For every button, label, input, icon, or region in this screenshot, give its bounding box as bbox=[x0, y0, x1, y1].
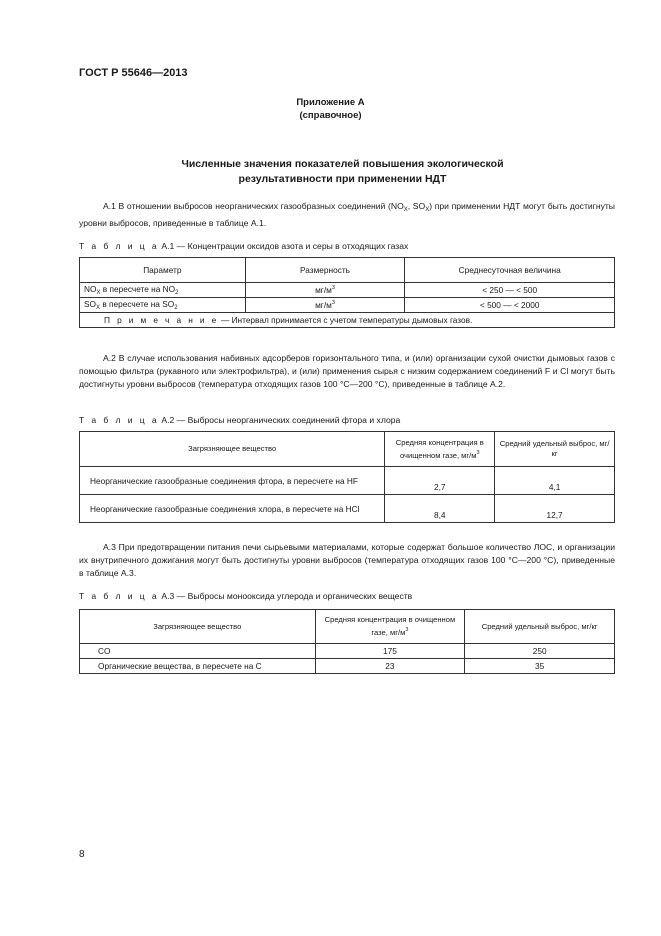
title-line-1: Численные значения показателей повышения экологической bbox=[181, 158, 504, 170]
header-sup: 3 bbox=[476, 449, 480, 456]
table-a2-header-cell: Средний удельный выброс, мг/кг bbox=[495, 432, 615, 467]
a2-text: А.2 В случае использования набивных адсорберов горизонтального типа, и (или) организации сухой очистки дымовых газов с помощью фильтра (рукавного или электрофильтра), и (или) применения сырья с низким содержанием соединений F и Cl могут быть достигнуты уровни выбросов (температура отходящих газов 100 °C—200 °C), приведенные в таблице А.2. bbox=[79, 353, 615, 389]
table-row bbox=[80, 644, 615, 659]
concentration-cell: 8,4 bbox=[385, 495, 495, 523]
table-a1-note bbox=[80, 313, 615, 328]
unit-sup: 3 bbox=[331, 285, 335, 291]
annex-label: Приложение А bbox=[296, 97, 365, 108]
table-a1-header-row bbox=[80, 258, 615, 283]
table-a3-caption bbox=[79, 591, 412, 601]
note-prefix: П р и м е ч а н и е bbox=[104, 315, 219, 325]
param-sub: 2 bbox=[175, 290, 179, 296]
standard-code: ГОСТ Р 55646—2013 bbox=[79, 67, 188, 79]
a1-sub-2: X bbox=[425, 207, 430, 213]
value-cell: < 500 — < 2000 bbox=[405, 298, 615, 313]
unit-text: мг/м bbox=[315, 285, 332, 295]
paragraph-a2 bbox=[79, 352, 615, 390]
table-a2-caption bbox=[79, 415, 400, 425]
header-text: Средняя концентрация в очищенном газе, мг/м bbox=[324, 615, 456, 637]
unit-sup: 3 bbox=[331, 300, 335, 306]
param-sub: X bbox=[96, 305, 101, 311]
table-a2-header-cell: Загрязняющее вещество bbox=[80, 432, 385, 467]
table-a3-header-cell: Загрязняющее вещество bbox=[80, 610, 316, 644]
table-row bbox=[80, 283, 615, 298]
table-a1-header-cell: Среднесуточная величина bbox=[405, 258, 615, 283]
table-row bbox=[80, 467, 615, 495]
paragraph-a1 bbox=[79, 200, 615, 230]
emission-cell: 12,7 bbox=[495, 495, 615, 523]
param-sub: X bbox=[96, 290, 101, 296]
section-title bbox=[100, 157, 585, 187]
table-a2 bbox=[79, 431, 615, 523]
note-text: — Интервал принимается с учетом температуры дымовых газов. bbox=[218, 315, 473, 325]
table-row bbox=[80, 298, 615, 313]
param-text: в пересчете на NO bbox=[100, 284, 176, 294]
header-text: Средняя концентрация в очищенном газе, мг/м bbox=[395, 437, 484, 460]
page-number: 8 bbox=[79, 849, 85, 860]
table-a3-caption-text: А.3 — Выбросы монооксида углерода и органических веществ bbox=[161, 591, 413, 601]
a1-text-3: ) при применении НДТ могут быть достигнуты уровни выбросов, приведенные в таблице А.1. bbox=[79, 201, 615, 228]
table-a2-caption-text: А.2 — Выбросы неорганических соединений фтора и хлора bbox=[161, 415, 401, 425]
a3-text: А.3 При предотвращении питания печи сырьевыми материалами, которые содержат большое количество ЛОС, и организации их внутрипечного дожигания могут быть достигнуты уровни выбросов (температура отходящих газов 100 °C—200 °C), приведенные в таблице А.3. bbox=[79, 542, 615, 578]
value-cell: < 250 — < 500 bbox=[405, 283, 615, 298]
concentration-cell: 175 bbox=[315, 644, 465, 659]
param-text: в пересчете на SO bbox=[100, 299, 175, 309]
a1-sub-1: X bbox=[403, 207, 408, 213]
param-sub: 2 bbox=[174, 305, 178, 311]
param-text: SO bbox=[84, 299, 96, 309]
table-a3-header-row bbox=[80, 610, 615, 644]
table-a1-caption bbox=[79, 241, 408, 251]
parameter-cell bbox=[80, 283, 246, 298]
substance-cell: CO bbox=[80, 644, 316, 659]
unit-text: мг/м bbox=[315, 300, 332, 310]
a1-text-1: А.1 В отношении выбросов неорганических газообразных соединений (NO bbox=[103, 201, 404, 211]
paragraph-a3 bbox=[79, 541, 615, 579]
table-a3-caption-prefix: Т а б л и ц а bbox=[79, 591, 159, 601]
table-a1 bbox=[79, 257, 615, 328]
table-a3-header-cell: Средний удельный выброс, мг/кг bbox=[465, 610, 615, 644]
table-a2-caption-prefix: Т а б л и ц а bbox=[79, 415, 159, 425]
unit-cell bbox=[245, 283, 405, 298]
annex-type: (справочное) bbox=[299, 110, 362, 121]
table-a1-caption-text: А.1 — Концентрации оксидов азота и серы в отходящих газах bbox=[161, 241, 409, 251]
table-a1-note-row bbox=[80, 313, 615, 328]
a1-text-2: , SO bbox=[407, 201, 426, 211]
table-a2-header-row bbox=[80, 432, 615, 467]
table-a3 bbox=[79, 609, 615, 674]
table-row bbox=[80, 495, 615, 523]
substance-cell: Органические вещества, в пересчете на C bbox=[80, 659, 316, 674]
annex-heading bbox=[0, 96, 661, 122]
emission-cell: 35 bbox=[465, 659, 615, 674]
table-a2-header-cell bbox=[385, 432, 495, 467]
table-a3-header-cell bbox=[315, 610, 465, 644]
table-row bbox=[80, 659, 615, 674]
table-a1-caption-prefix: Т а б л и ц а bbox=[79, 241, 159, 251]
concentration-cell: 2,7 bbox=[385, 467, 495, 495]
header-sup: 3 bbox=[405, 627, 409, 633]
emission-cell: 250 bbox=[465, 644, 615, 659]
concentration-cell: 23 bbox=[315, 659, 465, 674]
substance-cell: Неорганические газообразные соединения хлора, в пересчете на HCl bbox=[80, 495, 385, 523]
emission-cell: 4,1 bbox=[495, 467, 615, 495]
substance-cell: Неорганические газообразные соединения фтора, в пересчете на HF bbox=[80, 467, 385, 495]
parameter-cell bbox=[80, 298, 246, 313]
param-text: NO bbox=[84, 284, 97, 294]
title-line-2: результативности при применении НДТ bbox=[238, 173, 447, 185]
table-a1-header-cell: Размерность bbox=[245, 258, 405, 283]
table-a1-header-cell: Параметр bbox=[80, 258, 246, 283]
unit-cell bbox=[245, 298, 405, 313]
